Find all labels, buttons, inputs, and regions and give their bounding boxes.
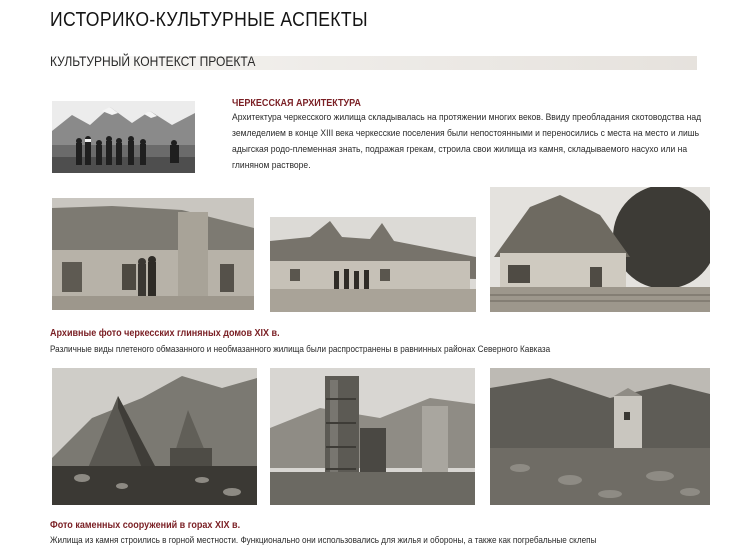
architecture-heading: ЧЕРКЕССКАЯ АРХИТЕКТУРА (232, 97, 361, 109)
page-title: ИСТОРИКО-КУЛЬТУРНЫЕ АСПЕКТЫ (50, 9, 368, 31)
clay-houses-caption-title: Архивные фото черкесских глиняных домов XIX в. (50, 327, 280, 339)
clay-house-photo-3 (490, 187, 710, 312)
architecture-text: Архитектура черкесского жилища складывалась на протяжении многих веков. Ввиду преобладания скотоводства над земледелием в конце XIII века черкесские поселения были непостоянными и переносились с места на место и лишь адыгская родо-племенная знать, подражая грекам, строила свои жилища из камня, складываемого насухо или на глиняном растворе. (232, 112, 702, 171)
stone-caption-text: Жилища из камня строились в горной местности. Функционально они использовались для жилья и обороны, а также как погребальные склепы (50, 535, 597, 546)
mountain-group-photo (52, 101, 195, 173)
clay-house-photo-1 (52, 198, 254, 310)
clay-houses-caption-text: Различные виды плетеного обмазанного и необмазанного жилища были распространены в равнинных районах Северного Кавказа (50, 344, 551, 355)
page-subtitle: КУЛЬТУРНЫЙ КОНТЕКСТ ПРОЕКТА (50, 53, 256, 69)
stone-towers-photo (270, 368, 475, 505)
stone-caption-title: Фото каменных сооружений в горах XIX в. (50, 519, 241, 531)
stone-tower-photo (490, 368, 710, 505)
stone-crypts-photo (52, 368, 257, 505)
clay-house-photo-2 (270, 217, 476, 312)
